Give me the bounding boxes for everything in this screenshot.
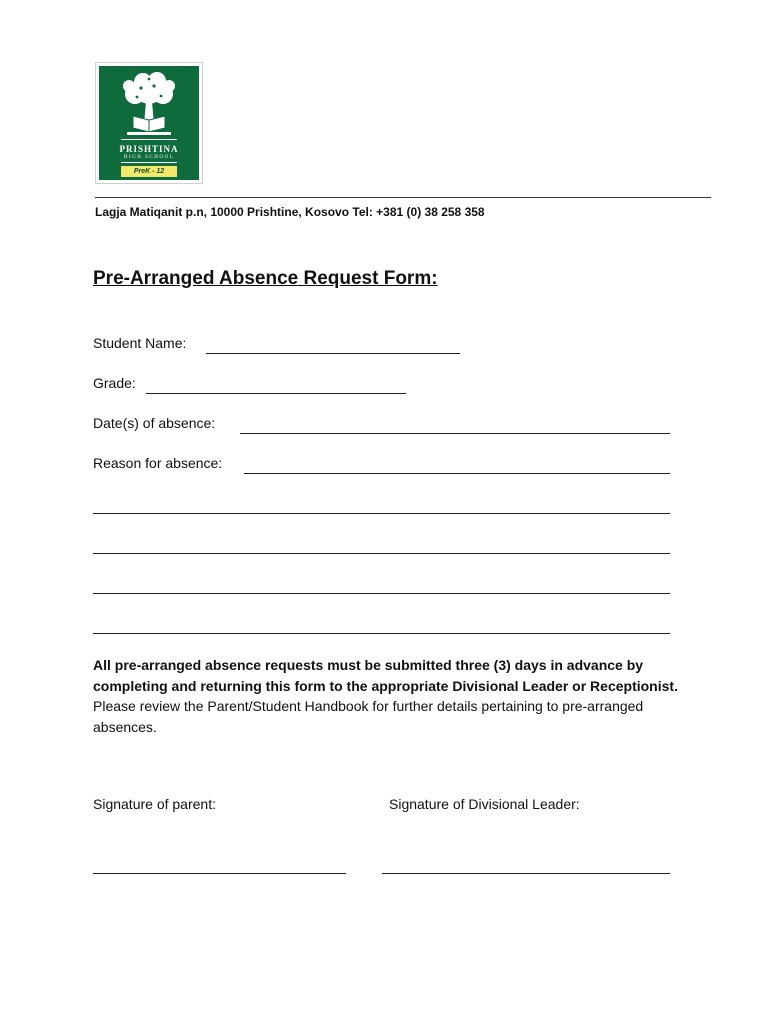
note-bold-text: All pre-arranged absence requests must be submitted three (3) days in advance by completing and returning this form to the appropriate Divisional Leader or Receptionist. (93, 657, 678, 694)
dates-label: Date(s) of absence: (93, 415, 216, 431)
leader-signature-label: Signature of Divisional Leader: (389, 796, 580, 812)
reason-line-3[interactable] (93, 593, 670, 594)
grade-field[interactable] (146, 393, 406, 394)
grade-label: Grade: (93, 375, 136, 391)
reason-label: Reason for absence: (93, 455, 223, 471)
leader-signature-field[interactable] (382, 873, 670, 874)
logo-grade-badge: PreK - 12 (121, 166, 177, 177)
dates-field[interactable] (240, 433, 670, 434)
school-address: Lagja Matiqanit p.n, 10000 Prishtine, Kosovo Tel: +381 (0) 38 258 358 (95, 205, 485, 219)
parent-signature-label: Signature of parent: (93, 796, 216, 812)
reason-line-2[interactable] (93, 553, 670, 554)
submission-note (93, 655, 683, 737)
logo-emblem (99, 66, 199, 180)
form-title: Pre-Arranged Absence Request Form: (93, 268, 438, 289)
reason-line-1[interactable] (93, 513, 670, 514)
tree-icon (99, 66, 199, 180)
reason-line-4[interactable] (93, 633, 670, 634)
school-logo (95, 62, 203, 184)
student-name-field[interactable] (206, 353, 460, 354)
logo-school-subtitle: HIGH SCHOOL (123, 155, 175, 160)
logo-school-name: PRISHTINA (119, 144, 179, 154)
reason-field[interactable] (244, 473, 670, 474)
student-name-label: Student Name: (93, 335, 187, 351)
header-divider (95, 197, 711, 198)
parent-signature-field[interactable] (93, 873, 346, 874)
note-regular-text: Please review the Parent/Student Handbook for further details pertaining to pre-arranged absences. (93, 698, 644, 735)
